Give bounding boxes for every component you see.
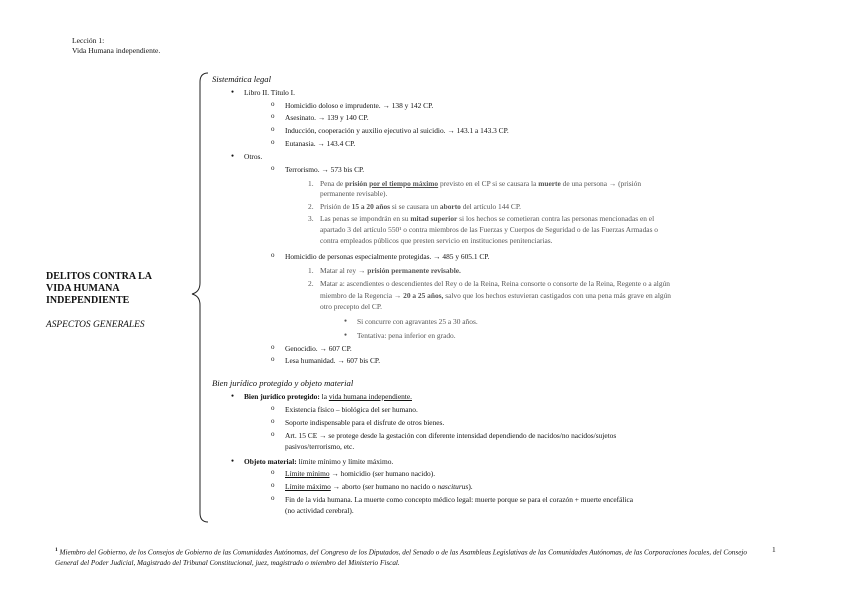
numbered-item: 2. Matar a: ascendientes o descendientes del Rey o de la Reina, Reina consorte o consorte de la Reina, Regente o a algún <box>308 279 670 288</box>
list-item-lesa: o Lesa humanidad. → 607 bis CP. <box>285 356 380 366</box>
main-title-line2: VIDA HUMANA <box>46 283 120 294</box>
list-item-cont: pasivos/terrorismo, etc. <box>285 442 355 451</box>
sub-bullet: ● Si concurre con agravantes 25 a 30 años. <box>357 317 478 327</box>
numbered-item: 1. Pena de prisión por el tiempo máximo previsto en el CP si se causara la muerte de una persona → (prisión <box>308 179 642 188</box>
list-item: o Homicidio doloso e imprudente. → 138 y 142 CP. <box>285 101 433 111</box>
list-item-fin-vida: o Fin de la vida humana. La muerte como concepto médico legal: muerte porque se para el corazón + muerte encefálica <box>285 495 633 505</box>
footnote-text: Miembro del Gobierno, de los Consejos de Gobierno de las Comunidades Autónomas, del Congreso de los Diputados, del Senado o de las Asambleas Legislativas de las Comunidades Autónomas, de las Corporaciones locales, del Consejo General del Poder Judicial, Magistrado del Tribunal Constitucional, juez, magistrado o miembro del Ministerio Fiscal. <box>55 548 747 568</box>
main-title <box>46 271 196 307</box>
numbered-item-cont: miembro de la Regencia → 20 a 25 años, salvo que los hechos estuvieran castigados con una pena más grave en algún <box>320 291 671 300</box>
list-item-genocidio: o Genocidio. → 607 CP. <box>285 344 352 354</box>
list-item: o Eutanasia. → 143.4 CP. <box>285 139 355 149</box>
bullet-bien-juridico: ● Bien jurídico protegido: la vida humana independiente. <box>244 392 412 402</box>
list-item: o Existencia físico – biológica del ser humano. <box>285 405 418 415</box>
footnote-mark: 1 <box>55 547 58 553</box>
list-item: o Inducción, cooperación y auxilio ejecutivo al suicidio. → 143.1 a 143.3 CP. <box>285 126 509 136</box>
lesson-heading <box>72 36 160 55</box>
numbered-item-cont: otro precepto del CP. <box>320 302 382 311</box>
lesson-topic: Vida Humana independiente. <box>72 45 161 55</box>
lesson-number: Lección 1: <box>72 36 105 45</box>
main-subtitle: ASPECTOS GENERALES <box>46 320 145 330</box>
curly-brace <box>190 72 210 524</box>
list-item-art15: o Art. 15 CE → se protege desde la gestación con diferente intensidad dependiendo de nacidos/no nacidos/sujetos <box>285 431 616 441</box>
main-title-line3: INDEPENDIENTE <box>46 295 130 306</box>
footnote <box>55 545 760 569</box>
list-item-homicidio-protegidas: o Homicidio de personas especialmente protegidas. → 485 y 605.1 CP. <box>285 252 489 262</box>
section-heading-sistematica: Sistemática legal <box>212 74 271 84</box>
section-heading-bien-juridico: Bien jurídico protegido y objeto material <box>212 378 354 388</box>
bullet-objeto-material: ● Objeto material: límite mínimo y límite máximo. <box>244 457 393 467</box>
main-title-line1: DELITOS CONTRA LA <box>46 271 152 282</box>
numbered-item-cont: permanente revisable). <box>320 189 388 198</box>
numbered-item-cont: contra empleados públicos que presten servicio en instituciones penitenciarias. <box>320 236 553 245</box>
list-item: o Soporte indispensable para el disfrute de otros bienes. <box>285 418 444 428</box>
list-item: o Asesinato. → 139 y 140 CP. <box>285 113 369 123</box>
bullet-otros: ● Otros. <box>244 152 262 162</box>
list-item-limite-minimo: o Límite mínimo → homicidio (ser humano nacido). <box>285 469 435 479</box>
list-item-limite-maximo: o Límite máximo → aborto (ser humano no nacido o nasciturus). <box>285 482 473 492</box>
numbered-item: 2. Prisión de 15 a 20 años si se causara un aborto del artículo 144 CP. <box>308 202 522 211</box>
sub-bullet: ● Tentativa: pena inferior en grado. <box>357 331 456 341</box>
page-number: 1 <box>772 545 776 554</box>
list-item-cont: (no actividad cerebral). <box>285 506 354 515</box>
bullet-libro: ● Libro II. Título I. <box>244 88 295 98</box>
numbered-item: 3. Las penas se impondrán en su mitad superior si los hechos se cometieran contra las personas mencionadas en el <box>308 214 655 223</box>
numbered-item: 1. Matar al rey → prisión permanente revisable. <box>308 266 461 275</box>
numbered-item-cont: apartado 3 del artículo 550¹ o contra miembros de las Fuerzas y Cuerpos de Seguridad o de las Fuerzas Armadas o <box>320 225 658 234</box>
list-item-terrorismo: o Terrorismo. → 573 bis CP. <box>285 165 364 175</box>
